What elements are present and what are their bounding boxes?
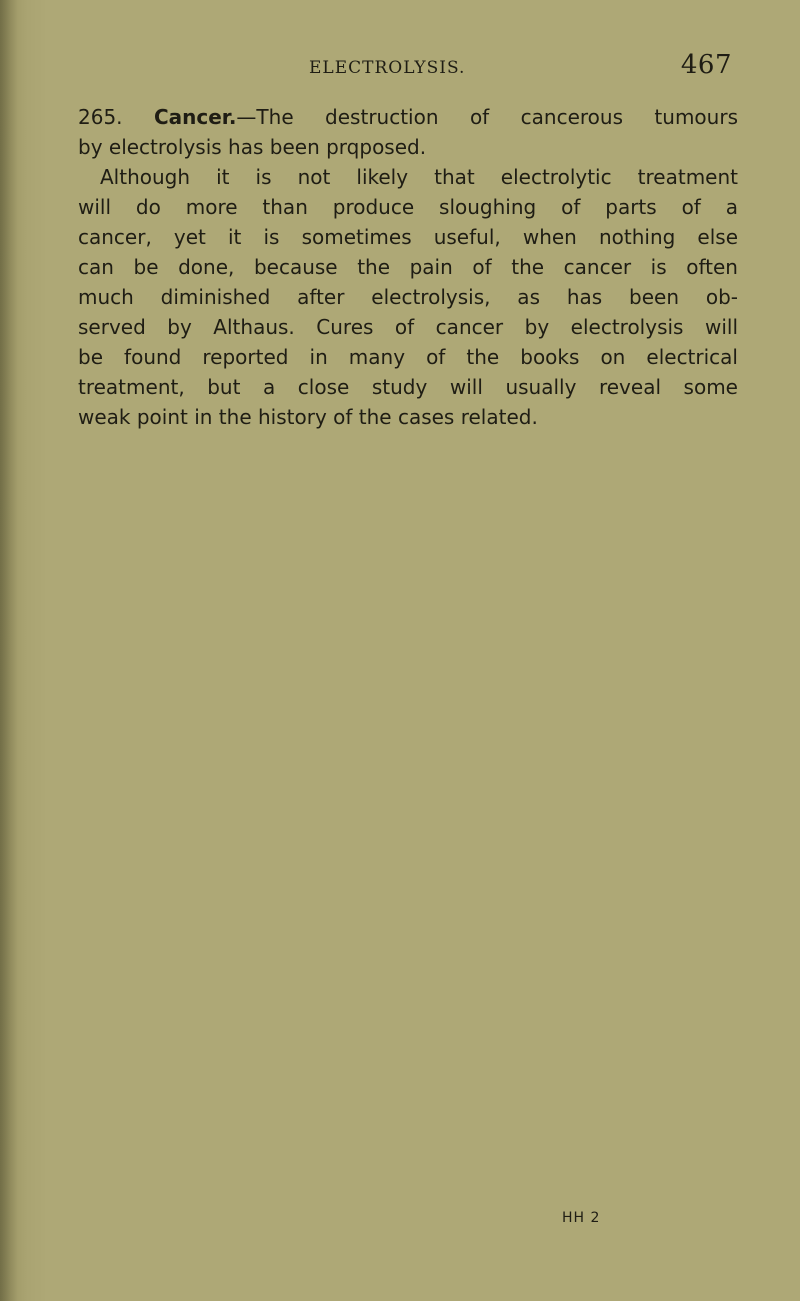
- text-line: treatment, but a close study will usually reveal some: [78, 375, 738, 399]
- text-line: served by Althaus. Cures of cancer by electrolysis will: [78, 315, 738, 339]
- page-number: 467: [680, 50, 732, 80]
- running-title: ELECTROLYSIS.: [309, 58, 466, 78]
- text-line: much diminished after electrolysis, as has been ob-: [78, 285, 738, 309]
- text-line: [78, 102, 738, 132]
- page-gutter-shadow: [0, 0, 18, 1301]
- text-line: can be done, because the pain of the cancer is often: [78, 255, 738, 279]
- text-line: cancer, yet it is sometimes useful, when nothing else: [78, 225, 738, 249]
- paragraph-start-line: Although it is not likely that electrolytic treatment: [100, 165, 738, 189]
- text-line: by electrolysis has been prqposed.: [78, 135, 427, 159]
- text-line: be found reported in many of the books on electrical: [78, 345, 738, 369]
- text-line: weak point in the history of the cases related.: [78, 405, 538, 429]
- text-line: will do more than produce sloughing of parts of a: [78, 195, 738, 219]
- section-number: 265.: [78, 105, 123, 129]
- text-line-content: —The destruction of cancerous tumours: [236, 105, 738, 129]
- running-head: [80, 48, 732, 88]
- signature-mark: HH 2: [562, 1210, 601, 1226]
- section-heading: Cancer.: [153, 105, 237, 129]
- section-text: [78, 102, 738, 432]
